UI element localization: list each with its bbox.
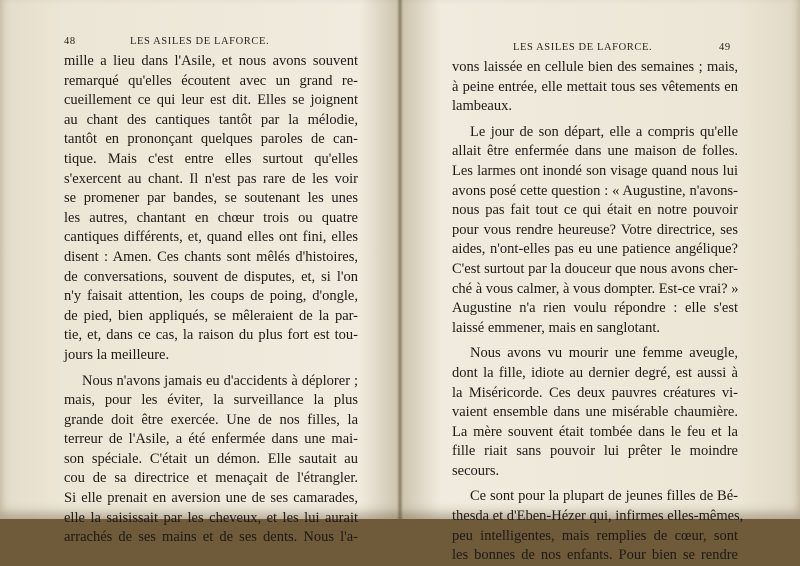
text-line: ché à vous calmer, à vous dompter. Est-ce vrai? » xyxy=(452,280,739,297)
text-line: remarqué qu'elles écoutent avec un grand re- xyxy=(64,72,358,89)
text-line: allait être enfermée dans une maison de folles. xyxy=(452,143,738,160)
text-line: terreur de l'Asile, a été enfermée dans une mai- xyxy=(64,431,358,448)
text-line: arrachés de ses mains et de ses dents. Nous l'a- xyxy=(64,529,358,546)
text-line: à peine entrée, elle mettait tous ses vêtements en xyxy=(452,78,738,95)
text-line: mille a lieu dans l'Asile, et nous avons souvent xyxy=(64,53,358,69)
text-line: au chant des cantiques tantôt par la mélodie, xyxy=(64,111,358,128)
text-line: grande doit être exercée. Une de nos filles, la xyxy=(64,411,358,428)
text-line: s'exercent au chant. Il n'est pas rare de les voir xyxy=(64,170,358,187)
right-page xyxy=(402,0,800,564)
text-line: laissé emmener, mais en sanglotant. xyxy=(452,319,660,336)
text-line: cueillement ce qui leur est dit. Elles se joignent xyxy=(64,92,358,109)
right-body-text xyxy=(452,58,744,566)
text-line: disent : Amen. Ces chants sont mêlés d'histoires, xyxy=(64,248,358,265)
text-line: tie, et, dans ce cas, la raison du plus fort est tou- xyxy=(64,327,358,344)
text-line: aides, n'ont-elles pas eu une patience angélique? xyxy=(452,241,738,258)
text-line: avons posé cette question : « Augustine, n'avons- xyxy=(452,182,738,199)
text-line: cou de sa directrice et menaçait de l'étrangler. xyxy=(64,470,358,487)
text-line: lambeaux. xyxy=(452,98,512,115)
text-line: de pied, bien appliqués, se mêleraient de la par- xyxy=(64,307,358,324)
text-line: dont la fille, idiote au dernier degré, est aussi à xyxy=(452,364,738,381)
text-line: les bonnes de nos enfants. Pour bien se rendre xyxy=(452,547,738,564)
text-line: C'est surtout par la douceur que nous avons cher- xyxy=(452,260,738,277)
text-line: Si elle prenait en aversion une de ses camarades, xyxy=(64,490,358,507)
running-title-right: LES ASILES DE LAFORCE. xyxy=(513,42,653,53)
text-line: vaient ensemble dans une misérable chaumière. xyxy=(452,404,738,421)
text-line: la Miséricorde. Ces deux pauvres créatures vi- xyxy=(452,384,738,401)
text-line: Nous avons vu mourir une femme aveugle, xyxy=(470,345,738,362)
text-line: n'y faisait attention, les coups de poing, d'ongle, xyxy=(64,288,358,305)
page-number-right: 49 xyxy=(719,42,731,53)
text-line: son spéciale. C'était un démon. Elle sautait au xyxy=(64,450,358,467)
text-line: vons laissée en cellule bien des semaines ; mais, xyxy=(452,59,738,75)
text-line: Les larmes ont inondé son visage quand nous lui xyxy=(452,162,738,179)
text-line: tantôt en prononçant quelques paroles de can- xyxy=(64,131,358,148)
left-page xyxy=(0,0,398,546)
text-line: nous pas fait tout ce qui était en notre pouvoir xyxy=(452,202,738,219)
text-line: Ce sont pour la plupart de jeunes filles de Bé- xyxy=(470,488,738,505)
text-line: pour vous rendre heureuse? Votre directrice, ses xyxy=(452,221,738,238)
text-line: tique. Mais c'est entre elles surtout qu'elles xyxy=(64,150,358,167)
text-line: cantiques différents, et, quand elles ont fini, elles xyxy=(64,229,358,246)
text-line: Le jour de son départ, elle a compris qu'elle xyxy=(470,123,738,140)
text-line: les autres, chantant en chœur trois ou quatre xyxy=(64,209,358,226)
page-number-left: 48 xyxy=(64,36,76,47)
text-line: peu intelligentes, mais remplies de cœur, sont xyxy=(452,527,738,544)
running-title-left: LES ASILES DE LAFORCE. xyxy=(130,36,270,47)
text-line: jours la meilleure. xyxy=(64,346,170,363)
text-line: thesda et d'Eben-Hézer qui, infirmes elles-mêmes, xyxy=(452,508,744,525)
left-body-text xyxy=(64,52,358,548)
text-line: Nous n'avons jamais eu d'accidents à déplorer ; xyxy=(82,372,358,389)
text-line: Augustine n'a rien voulu répondre : elle s'est xyxy=(452,300,738,317)
text-line: de conversations, souvent de disputes, et, si l'on xyxy=(64,268,358,285)
text-line: elle la saisissait par les cheveux, et les lui aurait xyxy=(64,509,358,526)
text-line: se promener par bandes, se soutenant les unes xyxy=(64,190,358,207)
text-line: La mère souvent était tombée dans le feu et la xyxy=(452,423,738,440)
text-line: fille riait sans pouvoir lui prêter le moindre xyxy=(452,443,738,460)
text-line: mais, pour les éviter, la surveillance la plus xyxy=(64,392,358,409)
text-line: secours. xyxy=(452,462,500,479)
